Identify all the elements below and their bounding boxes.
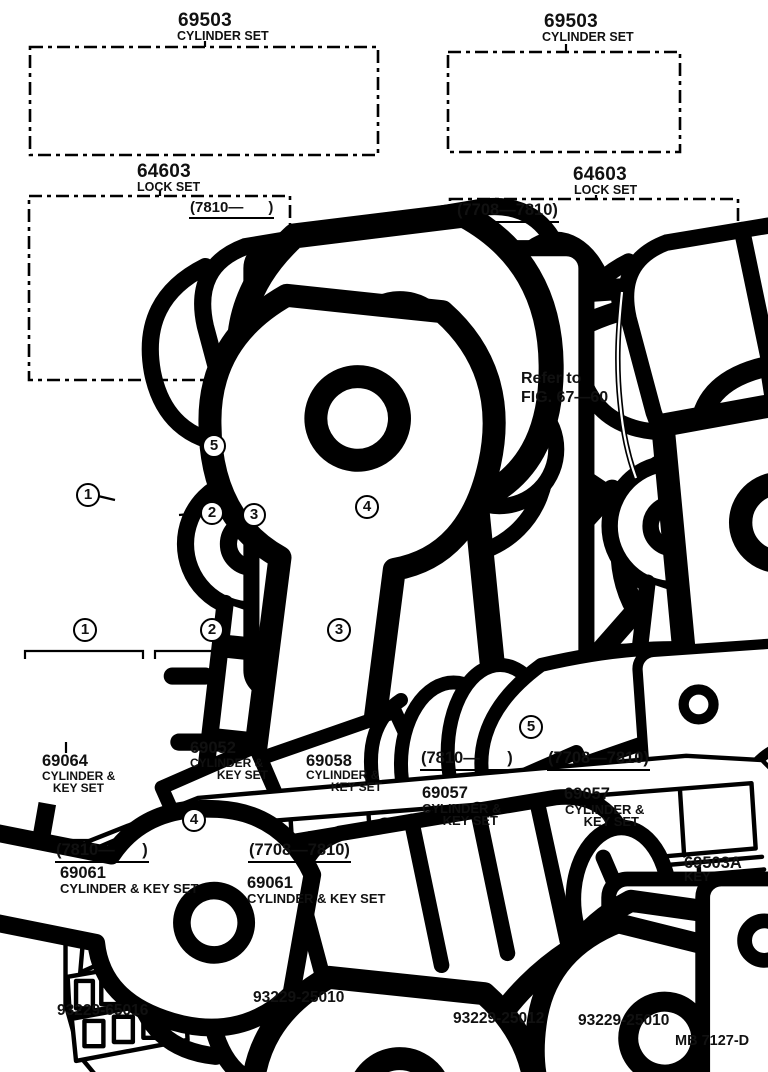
item2-part-number: 69052: [190, 739, 236, 757]
part-name-lock-set-b: LOCK SET: [574, 183, 638, 197]
item5-new-date-range: (7810— ): [420, 750, 514, 771]
bus-callout-2: 2: [200, 501, 224, 525]
item5-old-part-number: 69057: [564, 785, 610, 803]
item4-old-part-number: 69061: [247, 874, 293, 892]
cylinder-set-box-b: [448, 52, 680, 152]
cylinder-set-box-a: [30, 47, 378, 155]
item4-old-part-name: CYLINDER & KEY SET: [247, 891, 386, 906]
date-range-lock-set-b: (7708—7810): [456, 202, 559, 223]
key-a-part-name: KEY: [684, 869, 711, 884]
bus-callout-1: 1: [76, 483, 100, 507]
bus-callout-3: 3: [242, 503, 266, 527]
item1-name-line1: CYLINDER &: [42, 769, 116, 783]
item5-old-date-range: (7708—7810): [547, 750, 650, 771]
part-name-lock-set-a: LOCK SET: [137, 180, 201, 194]
item3-name-line1: CYLINDER &: [306, 768, 380, 782]
item4-new-part-name: CYLINDER & KEY SET: [60, 881, 199, 896]
part-number-lock-set-b: 64603: [573, 164, 627, 185]
key-a-part-number: 69503A: [684, 854, 742, 872]
part-name-cylinder-set-b: CYLINDER SET: [542, 30, 634, 44]
item5-old-screw-part-number: 93229-25010: [578, 1012, 670, 1029]
item1-part-number: 69064: [42, 752, 88, 770]
part-number-cylinder-set-b: 69503: [544, 11, 598, 32]
item4-new-screw-part-number: 93229-65016: [57, 1002, 149, 1019]
item4-new-date-range: (7810— ): [55, 842, 149, 863]
item5-new-screw-part-number: 93229-25012: [453, 1010, 545, 1027]
item-callout-1: 1: [73, 618, 97, 642]
item-callout-5: 5: [519, 715, 543, 739]
item1-name-line2: KEY SET: [52, 781, 104, 795]
date-range-lock-set-a: (7810— ): [189, 200, 274, 219]
page-code: MB 7127-D: [675, 1033, 750, 1049]
item2-name-line1: CYLINDER &: [190, 756, 264, 770]
part-number-cylinder-set-a: 69503: [178, 10, 232, 31]
item4-new-part-number: 69061: [60, 864, 106, 882]
bus-callout-5: 5: [202, 434, 226, 458]
item2-name-line2: KEY SET: [216, 768, 268, 782]
item4-old-date-range: (7708—7810): [248, 842, 351, 863]
item-callout-4: 4: [182, 808, 206, 832]
item5-new-part-number: 69057: [422, 784, 468, 802]
refer-note-line2: FIG. 67—60: [521, 389, 609, 406]
item-callout-2: 2: [200, 618, 224, 642]
item5-new-name-line1: CYLINDER &: [422, 801, 502, 816]
item3-name-line2: KEY SET: [330, 780, 382, 794]
part-number-lock-set-a: 64603: [137, 161, 191, 182]
bus-callout-4: 4: [355, 495, 379, 519]
item-callout-3: 3: [327, 618, 351, 642]
item5-old-name-line1: CYLINDER &: [565, 802, 645, 817]
item4-old-screw-part-number: 93229-25010: [253, 989, 345, 1006]
item5-old-name-line2: KEY SET: [583, 814, 639, 829]
item5-new-name-line2: KEY SET: [442, 813, 498, 828]
refer-note-line1: Refer to: [521, 370, 582, 387]
part-name-cylinder-set-a: CYLINDER SET: [177, 29, 269, 43]
item3-part-number: 69058: [306, 752, 352, 770]
